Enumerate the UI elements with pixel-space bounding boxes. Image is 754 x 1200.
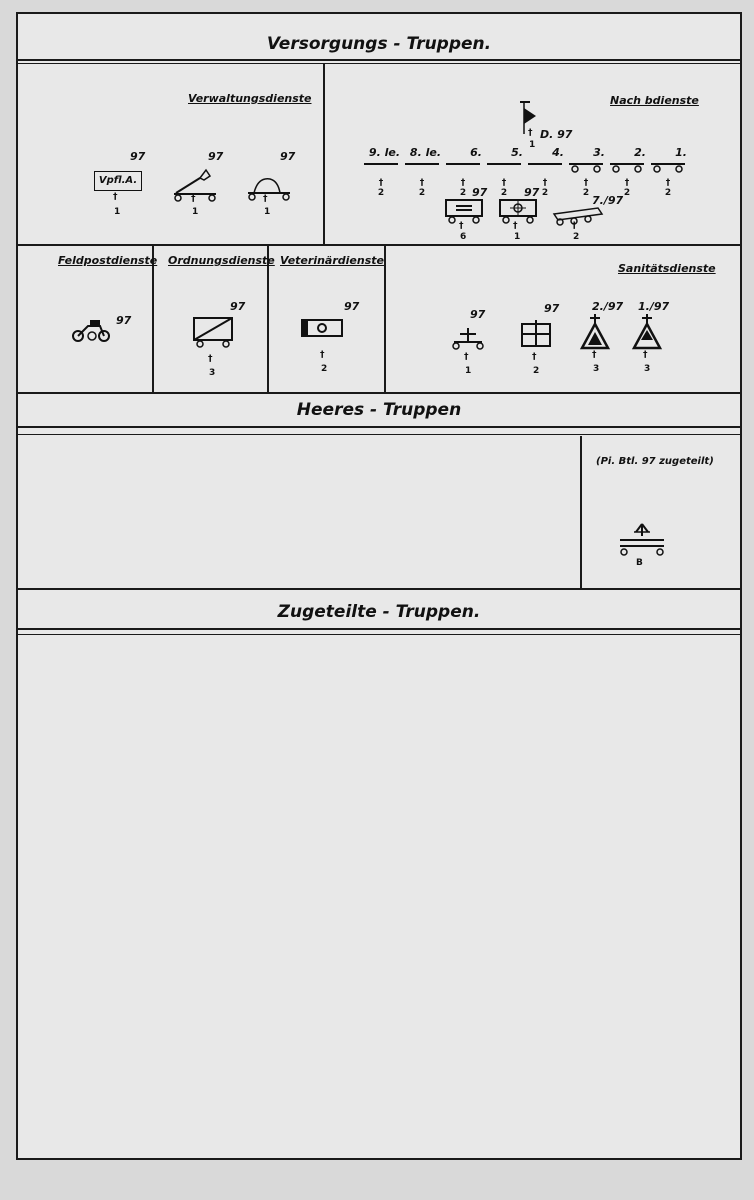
dagger-icon: †	[592, 350, 597, 360]
supply-column	[608, 146, 646, 198]
unit-count: 2	[573, 232, 580, 242]
unit-number: 97	[344, 300, 360, 313]
unit-count: 2	[459, 188, 467, 198]
divider	[580, 436, 582, 588]
unit-number: 97	[230, 300, 246, 313]
unit-number: 97	[524, 186, 540, 199]
unit-count: 6	[460, 232, 467, 242]
unit-count: 2	[321, 364, 328, 374]
unit-count: 3	[644, 364, 651, 374]
admin-heading: Verwaltungsdienste	[188, 92, 312, 105]
supply-column	[567, 146, 605, 198]
veterinary-heading: Veterinärdienste	[280, 254, 384, 267]
dagger-icon: †	[464, 352, 469, 362]
field-post-heading: Feldpostdienste	[58, 254, 158, 267]
unit-count: 1	[192, 207, 199, 217]
divider	[18, 628, 740, 630]
dagger-icon: †	[378, 178, 384, 188]
unit-number: 97	[472, 186, 488, 199]
unit-count: 1	[114, 207, 121, 217]
unit-count: 2	[664, 188, 672, 198]
divider	[323, 64, 325, 244]
attached-troops-title: Zugeteilte - Truppen.	[277, 602, 481, 622]
column-label: 4.	[552, 146, 564, 159]
dagger-icon: †	[460, 178, 466, 188]
vehicle-icon	[244, 169, 294, 201]
dagger-icon: †	[459, 221, 464, 231]
unit-number: 97	[208, 150, 224, 163]
column-icon	[526, 160, 564, 174]
supply-column	[649, 146, 687, 198]
divider	[18, 588, 740, 590]
dagger-icon: †	[320, 350, 325, 360]
vehicle-column-icon	[649, 160, 687, 174]
dagger-icon: †	[501, 178, 507, 188]
divider	[18, 434, 740, 435]
unit-count: 1	[514, 232, 521, 242]
medical-heading: Sanitätsdienste	[618, 262, 716, 275]
supply-services-heading: Nach bdienste	[610, 94, 699, 107]
column-vehicle-icon	[550, 204, 606, 226]
unit-count: 1	[264, 207, 271, 217]
column-label: 1.	[675, 146, 687, 159]
column-icon	[403, 160, 441, 174]
unit-count: 2	[533, 366, 540, 376]
unit-number: 1./97	[638, 300, 670, 313]
column-icon	[362, 160, 400, 174]
chart-sheet	[16, 12, 742, 1160]
order-heading: Ordnungsdienste	[168, 254, 275, 267]
medical-triangle-icon	[578, 312, 612, 352]
unit-count: 2	[500, 188, 508, 198]
flag-icon	[516, 100, 538, 136]
supply-column	[485, 146, 523, 198]
divider	[18, 63, 740, 64]
column-label: 9. le.	[368, 146, 400, 159]
dagger-icon: †	[643, 350, 648, 360]
dagger-icon: †	[583, 178, 589, 188]
unit-count: 2	[418, 188, 426, 198]
supply-troops-title: Versorgungs - Truppen.	[266, 34, 492, 54]
column-label: 8. le.	[409, 146, 441, 159]
dagger-icon: †	[542, 178, 548, 188]
dagger-icon: †	[113, 192, 118, 202]
supply-column	[362, 146, 400, 198]
army-troops-title: Heeres - Truppen	[296, 400, 462, 420]
dagger-icon: †	[532, 352, 537, 362]
divider	[18, 244, 740, 246]
dagger-icon: †	[191, 194, 196, 204]
unit-letter: B	[636, 558, 643, 568]
divider	[18, 392, 740, 394]
unit-number: 97	[544, 302, 560, 315]
vehicle-column-icon	[608, 160, 646, 174]
divider	[18, 634, 740, 635]
workshop-vehicle-icon	[496, 198, 540, 224]
medical-triangle-icon	[630, 312, 664, 352]
column-icon	[444, 160, 482, 174]
divider	[18, 59, 740, 61]
column-icon	[485, 160, 523, 174]
dagger-icon: †	[513, 221, 518, 231]
column-label: 6.	[470, 146, 482, 159]
attached-note: (Pi. Btl. 97 zugeteilt)	[596, 456, 714, 467]
unit-count: 2	[377, 188, 385, 198]
unit-count: 3	[593, 364, 600, 374]
medical-box-icon	[518, 318, 554, 350]
dagger-icon: †	[572, 221, 577, 231]
unit-count: 1	[465, 366, 472, 376]
dagger-icon: †	[528, 128, 533, 138]
unit-number: 97	[116, 314, 132, 327]
unit-count: 2	[623, 188, 631, 198]
unit-count: 2	[541, 188, 549, 198]
order-vehicle-icon	[190, 314, 238, 350]
unit-count: 2	[582, 188, 590, 198]
unit-number: 97	[470, 308, 486, 321]
dagger-icon: †	[665, 178, 671, 188]
unit-count: 1	[529, 140, 536, 150]
dagger-icon: †	[624, 178, 630, 188]
veterinary-box-icon	[300, 318, 346, 340]
unit-number: 97	[280, 150, 296, 163]
unit-number: 7./97	[592, 194, 624, 207]
supply-column	[403, 146, 441, 198]
unit-number: 2./97	[592, 300, 624, 313]
dagger-icon: †	[419, 178, 425, 188]
column-label: 3.	[593, 146, 605, 159]
column-label: 5.	[511, 146, 523, 159]
motorcycle-icon	[70, 316, 116, 346]
column-label: 2.	[634, 146, 646, 159]
divider	[18, 426, 740, 428]
dagger-icon: †	[263, 194, 268, 204]
admin-box: Vpfl.A.	[94, 171, 142, 191]
engineer-vehicle-icon	[614, 522, 670, 562]
hq-label: D. 97	[540, 128, 573, 141]
divider	[384, 244, 386, 392]
unit-count: 3	[209, 368, 216, 378]
unit-number: 97	[130, 150, 146, 163]
supply-vehicle-icon	[442, 198, 486, 224]
dagger-icon: †	[208, 354, 213, 364]
vehicle-column-icon	[567, 160, 605, 174]
medical-unit-icon	[450, 326, 486, 352]
